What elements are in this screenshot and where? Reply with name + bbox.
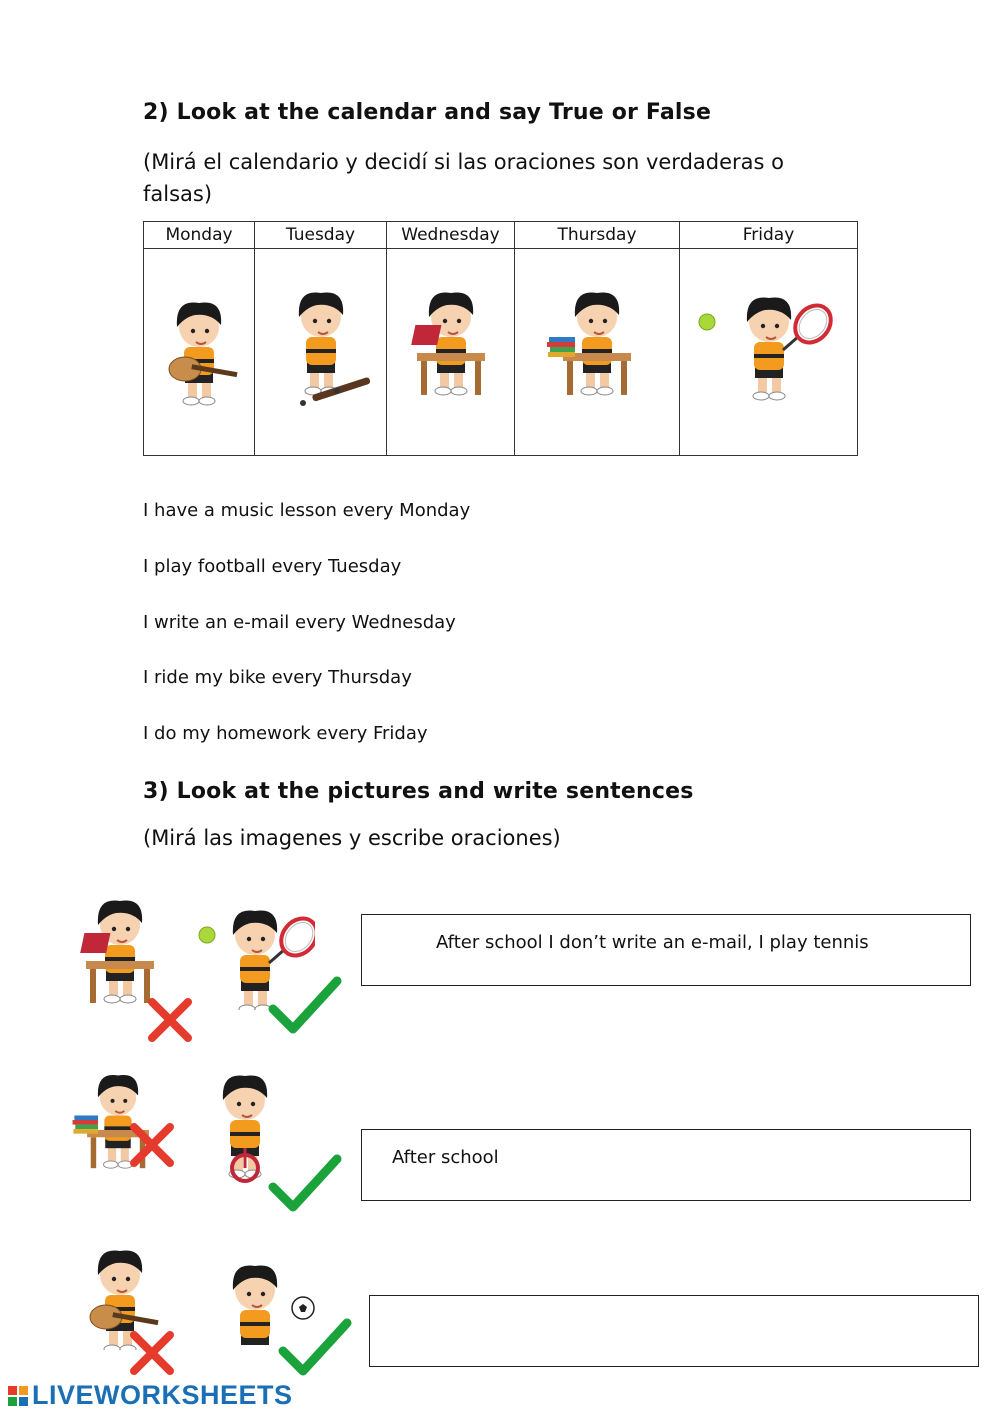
friday-picture <box>680 249 858 456</box>
section-3-title: 3) Look at the pictures and write sentences <box>143 779 694 804</box>
statement-5: I do my homework every Friday <box>143 723 428 744</box>
tennis-icon <box>694 282 844 422</box>
monday-picture <box>144 249 255 456</box>
statement-2: I play football every Tuesday <box>143 556 402 577</box>
homework-icon <box>532 277 662 427</box>
day-tuesday: Tuesday <box>255 222 387 249</box>
check-icon <box>265 970 345 1040</box>
answer-box-2[interactable] <box>361 1129 971 1201</box>
check-icon <box>265 1148 345 1218</box>
liveworksheets-logo[interactable] <box>8 1380 293 1411</box>
guitar-icon <box>147 277 251 427</box>
thursday-picture <box>515 249 680 456</box>
section-2-subtitle: (Mirá el calendario y decidí si las oraciones son verdaderas o falsas) <box>143 150 784 206</box>
day-thursday: Thursday <box>515 222 680 249</box>
answer-box-3[interactable] <box>369 1295 979 1367</box>
tuesday-picture <box>255 249 387 456</box>
statement-4: I ride my bike every Thursday <box>143 667 412 688</box>
statement-3: I write an e-mail every Wednesday <box>143 612 456 633</box>
weekly-calendar <box>143 221 858 456</box>
skateboard-icon <box>266 272 376 432</box>
cross-icon <box>127 1328 177 1378</box>
answer-box-1[interactable] <box>361 914 971 986</box>
section-2-title: 2) Look at the calendar and say True or False <box>143 100 712 125</box>
computer-icon <box>395 277 507 427</box>
answer-2-text: After school <box>392 1147 499 1168</box>
cross-icon <box>127 1120 177 1170</box>
cross-icon <box>145 995 195 1045</box>
wednesday-picture <box>387 249 515 456</box>
answer-1-text: After school I don’t write an e-mail, I play tennis <box>436 932 869 953</box>
day-friday: Friday <box>680 222 858 249</box>
logo-text: LIVEWORKSHEETS <box>32 1380 293 1410</box>
statement-1: I have a music lesson every Monday <box>143 500 471 521</box>
check-icon <box>275 1312 355 1382</box>
logo-grid-icon <box>8 1386 28 1406</box>
section-3-subtitle: (Mirá las imagenes y escribe oraciones) <box>143 826 561 850</box>
day-monday: Monday <box>144 222 255 249</box>
day-wednesday: Wednesday <box>387 222 515 249</box>
